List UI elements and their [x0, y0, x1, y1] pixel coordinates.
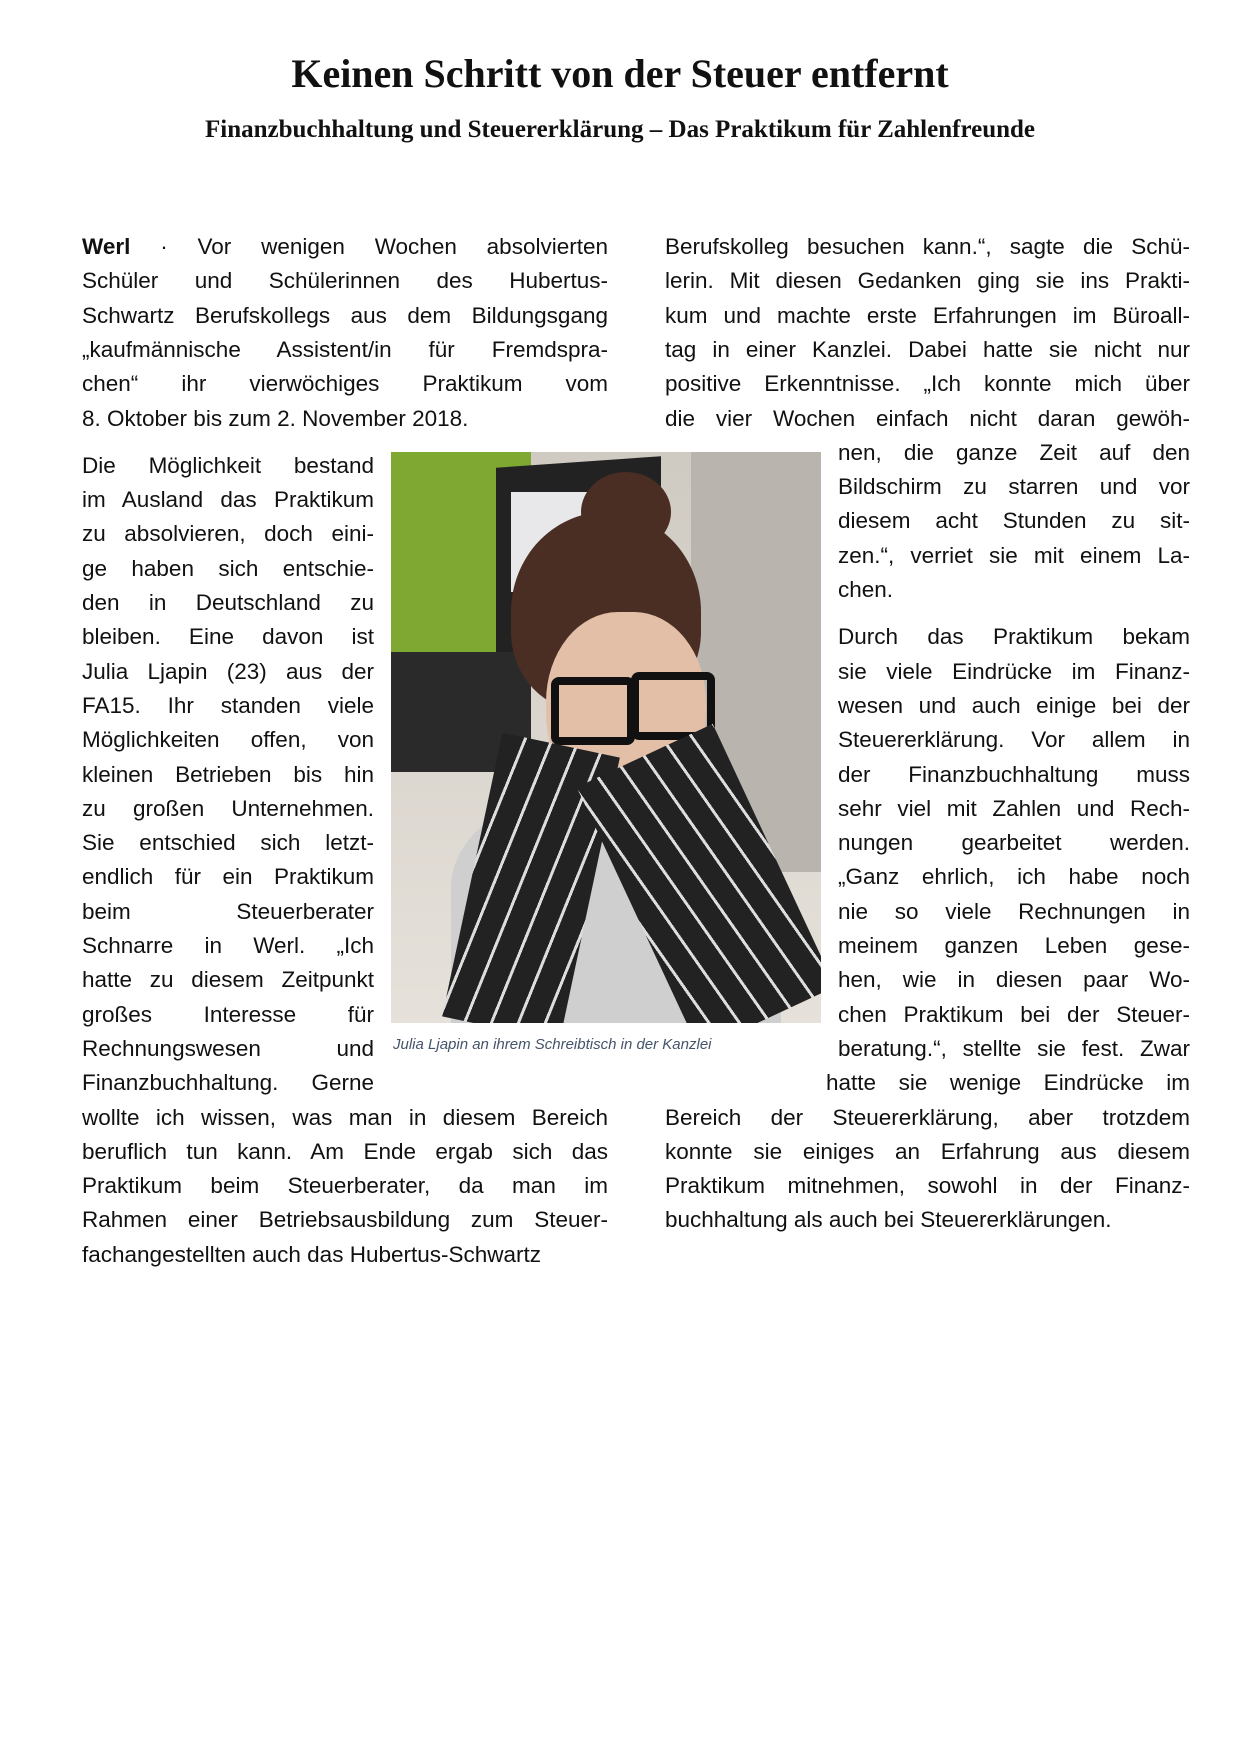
text-line [665, 369, 1190, 399]
line-text: hatte zu diesem Zeitpunkt [82, 967, 374, 993]
line-text: chen Praktikum bei der Steuer- [838, 1001, 1190, 1027]
line-text: großes Interesse für [82, 1001, 374, 1027]
text-line [82, 519, 374, 549]
line-text: nie so viele Rechnungen in [838, 898, 1190, 924]
text-line [838, 541, 1190, 571]
line-text: diesem acht Stunden zu sit- [838, 508, 1190, 534]
article-subtitle: Finanzbuchhaltung und Steuererklärung – Das Praktikum für Zahlenfreunde [204, 116, 1036, 143]
line-text: Sie entschied sich letzt- [82, 830, 374, 856]
line-text: beratung.“, stellte sie fest. Zwar [838, 1035, 1190, 1061]
line-text: Praktikum beim Steuerberater, da man im [82, 1173, 608, 1199]
text-line [838, 794, 1190, 824]
line-text: Praktikum mitnehmen, sowohl in der Finanz- [665, 1173, 1190, 1199]
text-line [838, 760, 1190, 790]
text-line [82, 931, 374, 961]
line-text: beim Steuerberater [82, 898, 374, 924]
line-text: zen.“, verriet sie mit einem La- [838, 542, 1190, 568]
text-line [82, 335, 608, 365]
line-text: „Ganz ehrlich, ich habe noch [838, 864, 1190, 890]
text-line [838, 438, 1190, 468]
text-line [82, 1171, 608, 1201]
text-line [82, 691, 374, 721]
text-line [665, 266, 1190, 296]
line-text: Schwartz Berufskollegs aus dem Bildungsgang [82, 302, 608, 328]
line-text: beruflich tun kann. Am Ende ergab sich das [82, 1138, 608, 1164]
line-text: chen. [838, 577, 894, 602]
text-line [838, 506, 1190, 536]
text-line [838, 828, 1190, 858]
line-text: Schnarre in Werl. „Ich [82, 933, 374, 958]
text-line [838, 691, 1190, 721]
text-line [838, 575, 1190, 605]
text-line [838, 725, 1190, 755]
line-text: Schüler und Schülerinnen des Hubertus- [82, 268, 608, 294]
line-text: buchhaltung als auch bei Steuererklärungen. [665, 1207, 1112, 1233]
line-text: endlich für ein Praktikum [82, 864, 374, 890]
text-line [82, 301, 608, 331]
line-text: sehr viel mit Zahlen und Rech- [838, 795, 1190, 821]
line-text: zu großen Unternehmen. [82, 795, 374, 821]
text-line [82, 1103, 608, 1133]
line-text: Durch das Praktikum bekam [838, 624, 1190, 650]
line-text: hen, wie in diesen paar Wo- [838, 967, 1190, 993]
text-line [82, 554, 374, 584]
text-line [665, 1137, 1190, 1167]
line-text: wollte ich wissen, was man in diesem Bereich [82, 1104, 608, 1130]
line-text: Bildschirm zu starren und vor [838, 474, 1190, 500]
line-text: Julia Ljapin (23) aus der [82, 658, 374, 684]
line-text: nen, die ganze Zeit auf den [838, 439, 1190, 465]
line-text: tag in einer Kanzlei. Dabei hatte sie nicht nur [665, 336, 1190, 362]
line-text: Rahmen einer Betriebsausbildung zum Steuer- [82, 1207, 608, 1233]
text-line [665, 335, 1190, 365]
text-line [665, 404, 1190, 434]
line-text: den in Deutschland zu [82, 590, 374, 615]
line-text: der Finanzbuchhaltung muss [838, 761, 1190, 787]
text-line [82, 1240, 608, 1270]
line-text: lerin. Mit diesen Gedanken ging sie ins Prakti- [665, 268, 1190, 294]
text-line [82, 897, 374, 927]
line-text: Rechnungswesen und [82, 1035, 374, 1061]
text-line [838, 931, 1190, 961]
text-line [82, 369, 608, 399]
text-line [82, 266, 608, 296]
text-line [82, 232, 608, 262]
line-text: wesen und auch einige bei der [838, 692, 1190, 718]
line-text: nungen gearbeitet werden. [838, 830, 1190, 856]
line-text: kum und machte erste Erfahrungen im Büroall- [665, 302, 1190, 328]
text-line [82, 1034, 374, 1064]
text-line [82, 760, 374, 790]
text-line [82, 1068, 374, 1098]
text-line [665, 1205, 1190, 1235]
line-text: FA15. Ihr standen viele [82, 692, 374, 718]
line-text: Steuererklärung. Vor allem in [838, 727, 1190, 753]
text-line [82, 862, 374, 892]
article-photo [391, 452, 821, 1023]
text-line [82, 588, 374, 618]
line-text: kleinen Betrieben bis hin [82, 761, 374, 787]
line-text: Bereich der Steuererklärung, aber trotzdem [665, 1104, 1190, 1130]
text-line [838, 622, 1190, 652]
text-line [838, 965, 1190, 995]
text-line [838, 897, 1190, 927]
text-line [82, 404, 608, 434]
line-text: hatte sie wenige Eindrücke im [826, 1070, 1190, 1096]
line-text: im Ausland das Praktikum [82, 487, 374, 513]
text-line [665, 301, 1190, 331]
text-line [82, 657, 374, 687]
line-text: ge haben sich entschie- [82, 555, 374, 581]
text-line [82, 622, 374, 652]
line-text: Möglichkeiten offen, von [82, 727, 374, 753]
line-text: sie viele Eindrücke im Finanz- [838, 658, 1190, 684]
text-line [82, 485, 374, 515]
text-line [838, 1034, 1190, 1064]
line-text: zu absolvieren, doch eini- [82, 521, 374, 547]
line-text: bleiben. Eine davon ist [82, 624, 374, 650]
text-line [82, 1137, 608, 1167]
line-text: · Vor wenigen Wochen absolvierten [160, 234, 608, 259]
article-title: Keinen Schritt von der Steuer entfernt [291, 51, 949, 96]
text-line [665, 1171, 1190, 1201]
text-line [82, 451, 374, 481]
line-text: positive Erkenntnisse. „Ich konnte mich über [665, 371, 1190, 397]
text-line [82, 1205, 608, 1235]
line-text: 8. Oktober bis zum 2. November 2018. [82, 405, 469, 431]
text-line [838, 862, 1190, 892]
line-text: Die Möglichkeit bestand [82, 452, 374, 478]
text-line [838, 657, 1190, 687]
line-text: Finanzbuchhaltung. Gerne [82, 1070, 374, 1096]
line-text: „kaufmännische Assistent/in für Fremdspra- [82, 336, 608, 362]
line-text: chen“ ihr vierwöchiges Praktikum vom [82, 371, 608, 397]
photo-caption: Julia Ljapin an ihrem Schreibtisch in der Kanzlei [393, 1036, 712, 1053]
text-line [838, 472, 1190, 502]
text-line [82, 725, 374, 755]
text-line [82, 794, 374, 824]
line-text: die vier Wochen einfach nicht daran gewöh- [665, 405, 1190, 431]
text-line [665, 1103, 1190, 1133]
line-text: fachangestellten auch das Hubertus-Schwartz [82, 1241, 542, 1267]
text-line [826, 1068, 1190, 1098]
text-line [82, 965, 374, 995]
text-line [82, 828, 374, 858]
line-text: meinem ganzen Leben gese- [838, 933, 1190, 958]
dateline: Werl [82, 234, 131, 259]
text-line [838, 1000, 1190, 1030]
text-line [665, 232, 1190, 262]
text-line [82, 1000, 374, 1030]
line-text: Berufskolleg besuchen kann.“, sagte die Schü- [665, 234, 1190, 259]
line-text: konnte sie einiges an Erfahrung aus diesem [665, 1138, 1190, 1164]
